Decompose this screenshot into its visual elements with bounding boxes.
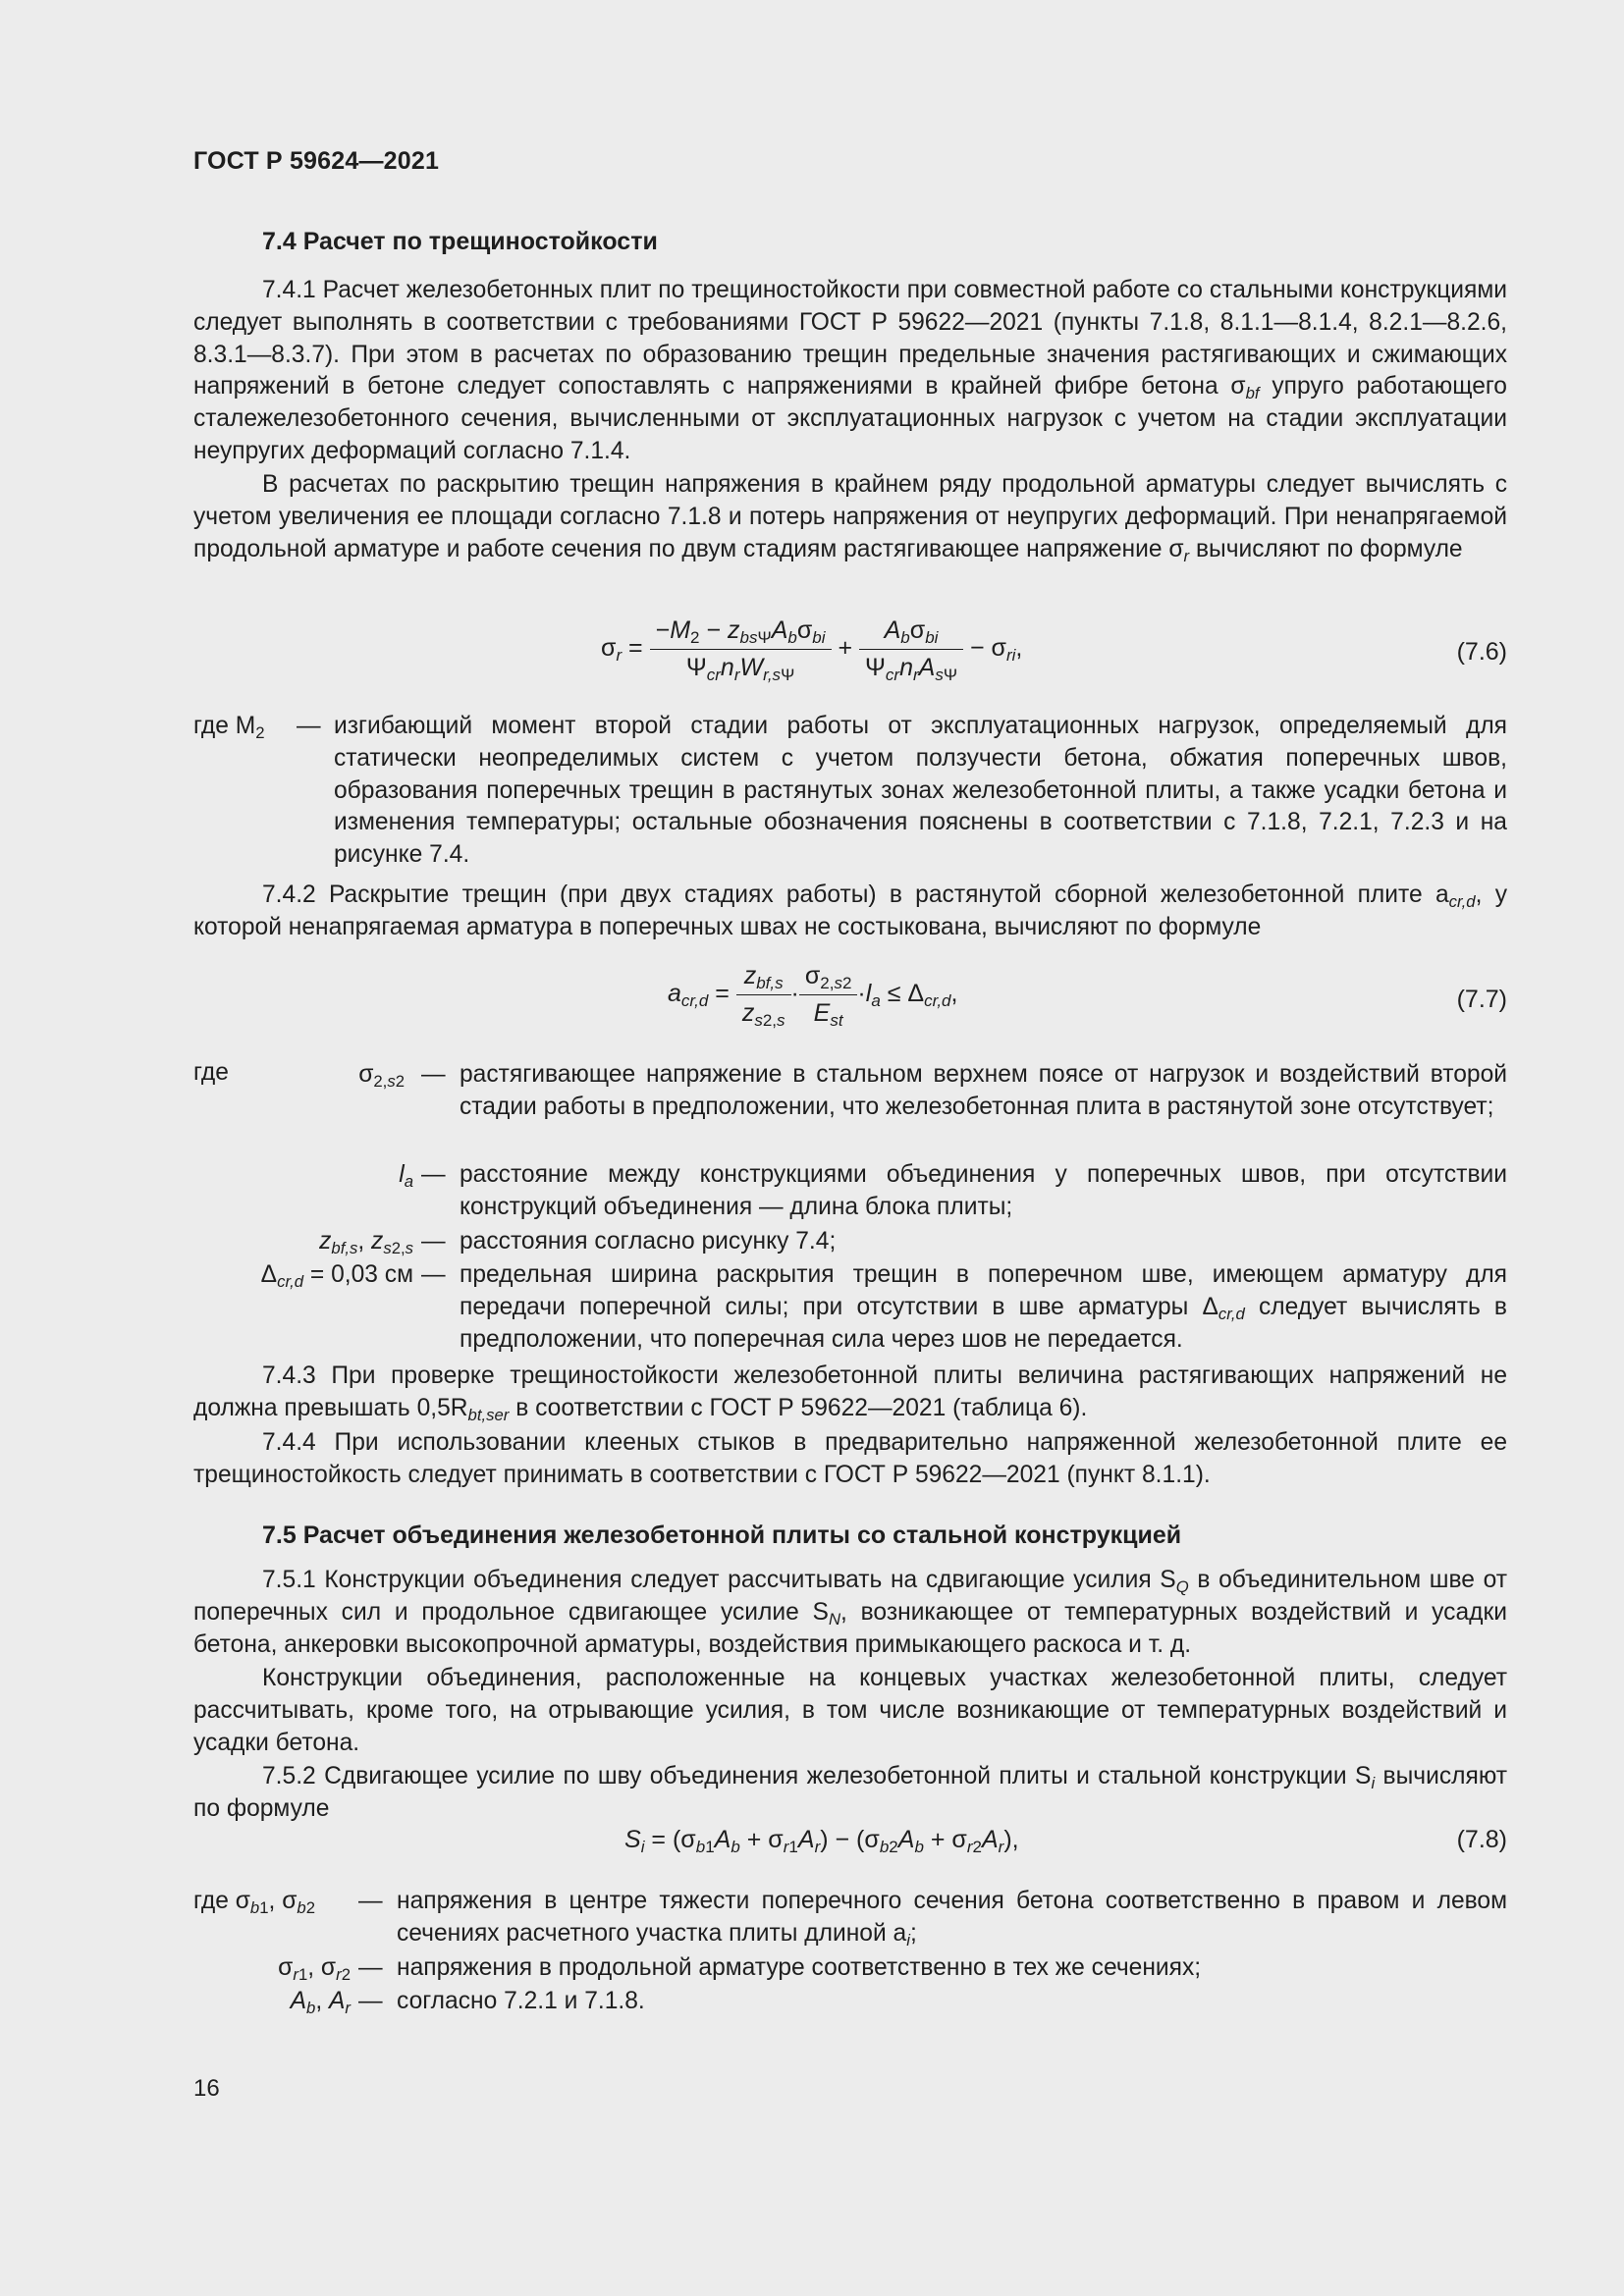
formula-7-7-number: (7.7) bbox=[1456, 986, 1507, 1013]
formula-7-7: $a_{cr,d}$ = $\frac{z_{bf,s}}{z_{s2,s}}$ · $\frac{\sigma_{2,s2}}{E_{st}}$ $\cdot l_a \le \Delta_{cr,d}$, bbox=[668, 962, 958, 1030]
definition-ab-ar: $A_b$, $A_r$ — согласно 7.2.1 и 7.1.8. bbox=[290, 1988, 645, 2017]
definition-sigma-r: $\sigma_{r1}$, $\sigma_{r2}$ — напряжения в продольной арматуре соответственно в тех же сечениях; bbox=[278, 1954, 1202, 1984]
standard-id: ГОСТ Р 59624—2021 bbox=[193, 147, 440, 175]
where-label: где bbox=[193, 1059, 229, 1086]
paragraph-7-4-1-cont: В расчетах по раскрытию трещин напряжения в крайнем ряду продольной арматуры следует вычислять с учетом увеличения ее площади согласно 7.1.8 и потерь напряжения от неупругих деформаций. При ненапрягаемой продольной арматуре и работе сечения по двум стадиям растягивающее напряжение $\sigma_r$ вычисляют по формуле bbox=[193, 471, 1507, 565]
definition-la: $l_a$ — расстояние между конструкциями объединения у поперечных швов, при отсутствии конструкций объединения — длина блока плиты; bbox=[399, 1161, 1507, 1220]
paragraph-7-5-2: 7.5.2 Сдвигающее усилие по шву объединения железобетонной плиты и стальной конструкции $S_i$ вычисляют по формуле bbox=[193, 1763, 1507, 1822]
definition-sigma-2-s2: $\sigma_{2,s2}$ — растягивающее напряжение в стальном верхнем поясе от нагрузок и воздействий второй стадии работы в предположении, что железобетонная плита в растянутой зоне отсутствует; bbox=[358, 1061, 1507, 1120]
definition-delta-cr-d: $\Delta_{cr,d} = 0,03$ см — предельная ширина раскрытия трещин в поперечном шве, имеющем арматуру для передачи поперечной силы; при отсутствии в шве арматуры $\Delta_{cr,d}$ следует вычислять в предположении, что поперечная сила через шов не передается. bbox=[260, 1261, 1507, 1353]
formula-7-6-number: (7.6) bbox=[1456, 638, 1507, 666]
paragraph-7-4-2: 7.4.2 Раскрытие трещин (при двух стадиях работы) в растянутой сборной железобетонной плите $a_{cr,d}$, у которой ненапрягаемая арматура в поперечных швах не состыкована, вычисляют по формуле bbox=[193, 881, 1507, 940]
definition-sigma-b: где $\sigma_{b1}$, $\sigma_{b2}$ — напряжения в центре тяжести поперечного сечения бетона соответственно в правом и левом сечениях расчетного участка плиты длиной $a_i$; bbox=[193, 1888, 1507, 1949]
formula-7-8-number: (7.8) bbox=[1456, 1826, 1507, 1853]
definition-m2: где $M_2$ — изгибающий момент второй стадии работы от эксплуатационных нагрузок, определяемый для статически неопределимых систем с учетом ползучести бетона, обжатия поперечных швов, образования поперечных трещин в растянутых зонах железобетонной плиты, а также усадки бетона и изменения температуры; остальные обозначения пояснены в соответствии с 7.1.8, 7.2.1, 7.2.3 и на рисунке 7.4. bbox=[193, 713, 1507, 869]
paragraph-7-4-3: 7.4.3 При проверке трещиностойкости железобетонной плиты величина растягивающих напряжений не должна превышать $0,5R_{bt,ser}$ в соответствии с ГОСТ Р 59622—2021 (таблица 6). bbox=[193, 1362, 1507, 1424]
formula-7-6: $\sigma_r$ = $\frac{-M_2 - z_{bs\Psi}A_b\sigma_{bi}}{\Psi_{cr}n_rW_{r,s\Psi}}$ + $\frac{A_b\sigma_{bi}}{\Psi_{cr}n_rA_{s\Psi}}$ − $\sigma_{ri}$, bbox=[601, 616, 1023, 684]
paragraph-7-5-1-cont: Конструкции объединения, расположенные на концевых участках железобетонной плиты, следует рассчитывать, кроме того, на отрывающие усилия, в том числе возникающие от температурных воздействий и усадки бетона. bbox=[193, 1665, 1507, 1756]
formula-7-8: $S_i = (\sigma_{b1}A_b + \sigma_{r1}A_r) - (\sigma_{b2}A_b + \sigma_{r2}A_r)$, bbox=[624, 1826, 1019, 1856]
paragraph-7-4-4: 7.4.4 При использовании клееных стыков в предварительно напряженной железобетонной плите ее трещиностойкость следует принимать в соответствии с ГОСТ Р 59622—2021 (пункт 8.1.1). bbox=[193, 1429, 1507, 1488]
definition-z: $z_{bf,s}$, $z_{s2,s}$ — расстояния согласно рисунку 7.4; bbox=[319, 1228, 837, 1257]
page-number: 16 bbox=[193, 2075, 220, 2102]
section-7-5-title: 7.5 Расчет объединения железобетонной плиты со стальной конструкцией bbox=[262, 1522, 1182, 1549]
paragraph-7-5-1: 7.5.1 Конструкции объединения следует рассчитывать на сдвигающие усилия $S_Q$ в объединительном шве от поперечных сил и продольное сдвигающее усилие $S_N$, возникающее от температурных воздействий и усадки бетона, анкеровки высокопрочной арматуры, воздействия примыкающего раскоса и т. д. bbox=[193, 1567, 1508, 1658]
section-7-4-title: 7.4 Расчет по трещиностойкости bbox=[262, 228, 658, 255]
paragraph-7-4-1: 7.4.1 Расчет железобетонных плит по трещиностойкости при совместной работе со стальными конструкциями следует выполнять в соответствии с требованиями ГОСТ Р 59622—2021 (пункты 7.1.8, 8.1.1—8.1.4, 8.2.1—8.2.6, 8.3.1—8.3.7). При этом в расчетах по образованию трещин предельные значения растягивающих и сжимающих напряжений в бетоне следует сопоставлять с напряжениями в крайней фибре бетона $\sigma_{bf}$ упруго работающего сталежелезобетонного сечения, вычисленными от эксплуатационных нагрузок с учетом на стадии эксплуатации неупругих деформаций согласно 7.1.4. bbox=[193, 277, 1507, 464]
